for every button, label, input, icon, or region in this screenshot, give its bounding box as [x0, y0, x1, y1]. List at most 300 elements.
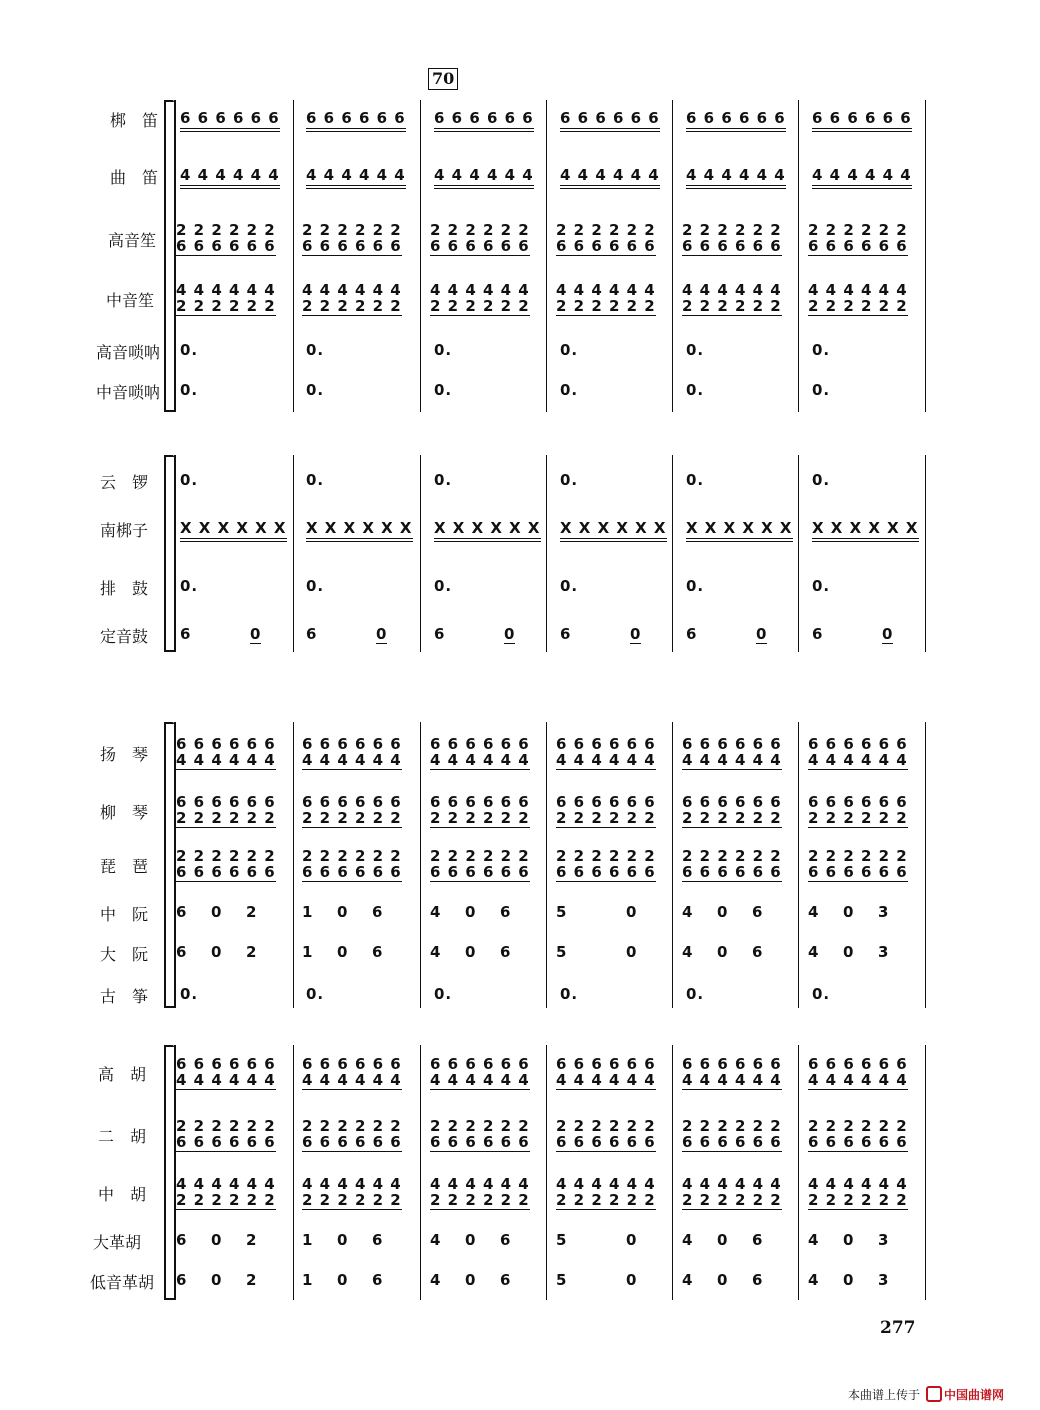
- note-group: 4 4 4 4 4 4: [180, 166, 280, 189]
- note-line: 4 4 4 4 4 4: [808, 1175, 908, 1193]
- measure-cell: [556, 1176, 656, 1210]
- note-line: 2 2 2 2 2 2: [302, 297, 402, 315]
- measure-cell: [808, 1118, 908, 1152]
- measure-cell: [812, 110, 912, 126]
- footer-text: 本曲谱上传于: [848, 1388, 921, 1402]
- instrument-label: 高音笙: [108, 231, 157, 250]
- rest: 0.: [180, 985, 199, 1003]
- instrument-label: 古 筝: [100, 987, 149, 1006]
- measure-cell: 1: [302, 1271, 314, 1289]
- measure-cell: 2: [246, 903, 258, 921]
- measure-cell: [434, 167, 534, 183]
- measure-cell: 5: [556, 1231, 568, 1249]
- measure-cell: 6: [500, 903, 512, 921]
- measure-cell: 1: [302, 1231, 314, 1249]
- rest: 0.: [180, 577, 199, 595]
- note-line: 6 6 6 6 6 6: [556, 1055, 656, 1073]
- instrument-label: 二 胡: [98, 1127, 147, 1146]
- measure-cell: 3: [878, 1231, 890, 1249]
- measure-cell: [302, 282, 402, 316]
- measure-cell: 0: [717, 903, 729, 921]
- rest: 0.: [560, 471, 579, 489]
- note-line: 2 2 2 2 2 2: [682, 221, 782, 239]
- measure-cell: [686, 167, 786, 183]
- measure-cell: [306, 167, 406, 183]
- rest: 0.: [560, 381, 579, 399]
- note-line: 6 6 6 6 6 6: [808, 793, 908, 811]
- measure-cell: [434, 986, 452, 1002]
- measure-cell: 6: [176, 1231, 188, 1249]
- rest: 0.: [686, 381, 705, 399]
- note-line: 6 6 6 6 6 6: [808, 863, 908, 881]
- instrument-label: 中 阮: [100, 905, 149, 924]
- measure-cell: 4: [430, 943, 442, 961]
- barline: [798, 722, 799, 1008]
- note-line: 6 6 6 6 6 6: [430, 237, 530, 255]
- measure-cell: [306, 986, 324, 1002]
- measure-cell: 0: [717, 1231, 729, 1249]
- barline: [925, 455, 926, 652]
- measure-cell: [302, 1176, 402, 1210]
- measure-cell: 0: [337, 943, 349, 961]
- measure-cell: [686, 578, 704, 594]
- barline: [672, 455, 673, 652]
- barline: [420, 1045, 421, 1300]
- measure-cell: 6: [560, 625, 572, 643]
- note-group: 4 4 4 4 4 4: [812, 166, 912, 189]
- footer-site: 中国曲谱网: [944, 1388, 1005, 1402]
- barline: [293, 100, 294, 412]
- instrument-label: 曲 笛: [110, 168, 159, 187]
- note-line: 2 2 2 2 2 2: [682, 809, 782, 827]
- measure-cell: [560, 342, 578, 358]
- measure-cell: 0: [211, 1231, 223, 1249]
- note-line: 4 4 4 4 4 4: [808, 1071, 908, 1089]
- measure-cell: [686, 110, 786, 126]
- note-line: 2 2 2 2 2 2: [430, 809, 530, 827]
- measure-cell: [176, 848, 276, 882]
- measure-cell: 0: [337, 1231, 349, 1249]
- measure-cell: 4: [808, 903, 820, 921]
- measure-cell: 0: [250, 625, 262, 643]
- measure-cell: [560, 520, 667, 536]
- measure-cell: 6: [180, 625, 192, 643]
- instrument-label: 高 胡: [98, 1065, 147, 1084]
- note-line: 4 4 4 4 4 4: [556, 1071, 656, 1089]
- measure-cell: [808, 222, 908, 256]
- rest: 0.: [812, 577, 831, 595]
- note-line: 6 6 6 6 6 6: [556, 735, 656, 753]
- note-line: 2 2 2 2 2 2: [176, 1191, 276, 1209]
- measure-cell: [812, 382, 830, 398]
- measure-cell: [682, 848, 782, 882]
- measure-cell: [434, 342, 452, 358]
- rest: 0.: [560, 577, 579, 595]
- barline: [293, 1045, 294, 1300]
- measure-cell: [302, 1056, 402, 1090]
- measure-cell: 4: [808, 1271, 820, 1289]
- rest: 0.: [686, 985, 705, 1003]
- measure-cell: [682, 282, 782, 316]
- note-line: 2 2 2 2 2 2: [682, 297, 782, 315]
- measure-cell: [682, 1176, 782, 1210]
- measure-cell: 6: [752, 943, 764, 961]
- note-line: 4 4 4 4 4 4: [176, 281, 276, 299]
- note-line: 6 6 6 6 6 6: [430, 1055, 530, 1073]
- note-line: 6 6 6 6 6 6: [176, 735, 276, 753]
- measure-cell: 0: [630, 625, 642, 643]
- note-group: 6 6 6 6 6 6: [560, 109, 660, 132]
- measure-cell: 6: [500, 943, 512, 961]
- measure-cell: 2: [246, 943, 258, 961]
- measure-cell: 0: [465, 943, 477, 961]
- barline: [798, 455, 799, 652]
- measure-cell: [176, 1176, 276, 1210]
- measure-cell: 6: [372, 903, 384, 921]
- note-line: 2 2 2 2 2 2: [808, 1191, 908, 1209]
- measure-cell: 6: [306, 625, 318, 643]
- measure-cell: [180, 110, 280, 126]
- measure-cell: [808, 848, 908, 882]
- system-line: [174, 100, 176, 412]
- rest: 0.: [434, 381, 453, 399]
- instrument-label: 琵 琶: [100, 857, 149, 876]
- measure-cell: 6: [752, 1231, 764, 1249]
- note-group: 4 4 4 4 4 4: [686, 166, 786, 189]
- barline: [546, 1045, 547, 1300]
- measure-cell: 3: [878, 1271, 890, 1289]
- measure-cell: [812, 472, 830, 488]
- note-line: 6 6 6 6 6 6: [556, 1133, 656, 1151]
- rest: 0.: [180, 381, 199, 399]
- measure-cell: 6: [752, 903, 764, 921]
- measure-cell: [560, 986, 578, 1002]
- note-line: 6 6 6 6 6 6: [176, 863, 276, 881]
- measure-cell: [430, 1176, 530, 1210]
- measure-cell: 2: [246, 1231, 258, 1249]
- note-line: 4 4 4 4 4 4: [682, 281, 782, 299]
- measure-cell: 3: [878, 903, 890, 921]
- measure-cell: [682, 1118, 782, 1152]
- note-line: 2 2 2 2 2 2: [176, 809, 276, 827]
- measure-cell: [430, 736, 530, 770]
- note-line: 6 6 6 6 6 6: [808, 1133, 908, 1151]
- measure-cell: [556, 736, 656, 770]
- measure-cell: [686, 472, 704, 488]
- measure-cell: 4: [430, 1231, 442, 1249]
- measure-cell: [560, 472, 578, 488]
- note-line: 6 6 6 6 6 6: [302, 793, 402, 811]
- measure-cell: [812, 342, 830, 358]
- note-line: 2 2 2 2 2 2: [556, 1191, 656, 1209]
- note-group: 6 6 6 6 6 6: [686, 109, 786, 132]
- note-line: 6 6 6 6 6 6: [808, 237, 908, 255]
- note-line: 6 6 6 6 6 6: [682, 735, 782, 753]
- measure-cell: [430, 794, 530, 828]
- measure-cell: [430, 848, 530, 882]
- note-line: 6 6 6 6 6 6: [808, 1055, 908, 1073]
- instrument-label: 大 阮: [100, 945, 149, 964]
- note-group: 6 6 6 6 6 6: [306, 109, 406, 132]
- measure-cell: [176, 282, 276, 316]
- measure-cell: [560, 382, 578, 398]
- note-line: 2 2 2 2 2 2: [176, 847, 276, 865]
- instrument-label: 大革胡: [93, 1233, 142, 1252]
- measure-cell: [302, 222, 402, 256]
- instrument-label: 低音革胡: [90, 1273, 155, 1292]
- measure-cell: [686, 382, 704, 398]
- note-line: 2 2 2 2 2 2: [430, 1191, 530, 1209]
- measure-cell: 6: [176, 903, 188, 921]
- instrument-label: 中 胡: [98, 1185, 147, 1204]
- note-line: 4 4 4 4 4 4: [682, 1071, 782, 1089]
- rest: 0.: [306, 341, 325, 359]
- measure-cell: [556, 222, 656, 256]
- measure-cell: [682, 794, 782, 828]
- note-line: 6 6 6 6 6 6: [176, 1133, 276, 1151]
- note-line: 6 6 6 6 6 6: [682, 1055, 782, 1073]
- measure-cell: [302, 736, 402, 770]
- measure-cell: [808, 794, 908, 828]
- site-logo-icon: [926, 1386, 942, 1402]
- note-line: 4 4 4 4 4 4: [808, 751, 908, 769]
- measure-cell: 1: [302, 903, 314, 921]
- note-line: 2 2 2 2 2 2: [176, 297, 276, 315]
- measure-cell: [306, 382, 324, 398]
- measure-cell: 5: [556, 903, 568, 921]
- measure-cell: 4: [682, 943, 694, 961]
- note-line: 2 2 2 2 2 2: [176, 1117, 276, 1135]
- measure-cell: 2: [246, 1271, 258, 1289]
- measure-cell: [306, 472, 324, 488]
- measure-cell: 0: [465, 1271, 477, 1289]
- note-line: 6 6 6 6 6 6: [176, 237, 276, 255]
- barline: [420, 455, 421, 652]
- rest: 0.: [812, 341, 831, 359]
- note-line: 6 6 6 6 6 6: [176, 1055, 276, 1073]
- barline: [420, 100, 421, 412]
- measure-cell: 0: [843, 943, 855, 961]
- measure-cell: [434, 472, 452, 488]
- measure-cell: [556, 282, 656, 316]
- measure-cell: [180, 578, 198, 594]
- measure-cell: [560, 110, 660, 126]
- instrument-label: 中音唢呐: [96, 383, 161, 402]
- measure-cell: 0: [626, 1231, 638, 1249]
- instrument-label: 柳 琴: [100, 803, 149, 822]
- rest: 0.: [812, 381, 831, 399]
- measure-cell: 0: [337, 1271, 349, 1289]
- instrument-label: 云 锣: [100, 473, 149, 492]
- rhythm-x: X X X X X X: [686, 519, 793, 542]
- instrument-label: 高音唢呐: [96, 343, 161, 362]
- note-line: 4 4 4 4 4 4: [430, 281, 530, 299]
- note-group: 6 6 6 6 6 6: [812, 109, 912, 132]
- note-line: 6 6 6 6 6 6: [302, 735, 402, 753]
- measure-cell: 0: [843, 1231, 855, 1249]
- measure-cell: [430, 1118, 530, 1152]
- measure-cell: 0: [211, 943, 223, 961]
- measure-cell: 0: [717, 1271, 729, 1289]
- note-line: 4 4 4 4 4 4: [556, 281, 656, 299]
- measure-cell: [686, 520, 793, 536]
- rest: 0.: [306, 985, 325, 1003]
- note-line: 2 2 2 2 2 2: [682, 1191, 782, 1209]
- measure-cell: 0: [337, 903, 349, 921]
- note-line: 2 2 2 2 2 2: [302, 847, 402, 865]
- rest: 0.: [180, 471, 199, 489]
- rest: 0.: [306, 577, 325, 595]
- rest: 0.: [686, 341, 705, 359]
- rest: 0.: [306, 381, 325, 399]
- measure-cell: [306, 578, 324, 594]
- measure-cell: 6: [372, 1231, 384, 1249]
- measure-cell: 4: [808, 943, 820, 961]
- measure-cell: 0: [211, 903, 223, 921]
- instrument-label: 扬 琴: [100, 745, 149, 764]
- note-line: 6 6 6 6 6 6: [682, 1133, 782, 1151]
- instrument-label: 定音鼓: [100, 627, 149, 646]
- rest: 0.: [434, 577, 453, 595]
- group-bracket: [164, 1045, 172, 1300]
- rest: 0.: [560, 341, 579, 359]
- measure-cell: [306, 110, 406, 126]
- rhythm-x: X X X X X X: [434, 519, 541, 542]
- measure-cell: 6: [176, 943, 188, 961]
- group-bracket: [164, 455, 172, 652]
- measure-cell: [180, 520, 287, 536]
- barline: [293, 455, 294, 652]
- measure-cell: [176, 794, 276, 828]
- note-line: 2 2 2 2 2 2: [302, 809, 402, 827]
- measure-cell: [682, 736, 782, 770]
- measure-cell: [180, 342, 198, 358]
- measure-cell: 6: [752, 1271, 764, 1289]
- measure-cell: [556, 794, 656, 828]
- rest: 0.: [812, 471, 831, 489]
- rest: 0.: [686, 471, 705, 489]
- measure-cell: [812, 578, 830, 594]
- note-line: 6 6 6 6 6 6: [682, 863, 782, 881]
- measure-cell: [808, 1176, 908, 1210]
- barline: [798, 100, 799, 412]
- measure-cell: 4: [430, 903, 442, 921]
- barline: [672, 1045, 673, 1300]
- measure-cell: [434, 382, 452, 398]
- instrument-label: 梆 笛: [110, 111, 159, 130]
- measure-cell: [812, 520, 919, 536]
- instrument-label: 排 鼓: [100, 579, 149, 598]
- note-line: 2 2 2 2 2 2: [556, 297, 656, 315]
- measure-cell: [176, 1118, 276, 1152]
- measure-cell: [176, 736, 276, 770]
- measure-cell: [560, 578, 578, 594]
- measure-cell: [434, 520, 541, 536]
- measure-cell: 0: [465, 1231, 477, 1249]
- note-group: 6 6 6 6 6 6: [180, 109, 280, 132]
- note-line: 6 6 6 6 6 6: [808, 735, 908, 753]
- measure-cell: [808, 282, 908, 316]
- measure-cell: [556, 848, 656, 882]
- barline: [672, 100, 673, 412]
- measure-cell: 1: [302, 943, 314, 961]
- measure-cell: 0: [756, 625, 768, 643]
- note-line: 2 2 2 2 2 2: [430, 297, 530, 315]
- measure-cell: [180, 382, 198, 398]
- measure-cell: 0: [211, 1271, 223, 1289]
- measure-cell: 0: [843, 1271, 855, 1289]
- measure-cell: [812, 167, 912, 183]
- note-line: 6 6 6 6 6 6: [682, 237, 782, 255]
- note-line: 2 2 2 2 2 2: [808, 809, 908, 827]
- measure-cell: 6: [176, 1271, 188, 1289]
- note-line: 4 4 4 4 4 4: [176, 1071, 276, 1089]
- note-line: 4 4 4 4 4 4: [430, 1175, 530, 1193]
- note-line: 6 6 6 6 6 6: [682, 793, 782, 811]
- barline: [672, 722, 673, 1008]
- measure-cell: 5: [556, 943, 568, 961]
- note-line: 2 2 2 2 2 2: [808, 297, 908, 315]
- barline: [925, 722, 926, 1008]
- measure-cell: 3: [878, 943, 890, 961]
- note-line: 6 6 6 6 6 6: [176, 793, 276, 811]
- measure-cell: [556, 1056, 656, 1090]
- measure-cell: 0: [465, 903, 477, 921]
- rest: 0.: [434, 471, 453, 489]
- rest: 0.: [306, 471, 325, 489]
- rehearsal-mark: 70: [428, 68, 458, 90]
- note-line: 6 6 6 6 6 6: [302, 863, 402, 881]
- note-line: 4 4 4 4 4 4: [302, 281, 402, 299]
- measure-cell: [682, 1056, 782, 1090]
- note-line: 4 4 4 4 4 4: [430, 1071, 530, 1089]
- note-line: 6 6 6 6 6 6: [430, 863, 530, 881]
- note-group: 6 6 6 6 6 6: [434, 109, 534, 132]
- measure-cell: [812, 986, 830, 1002]
- measure-cell: 6: [372, 1271, 384, 1289]
- note-line: 4 4 4 4 4 4: [556, 1175, 656, 1193]
- measure-cell: 4: [682, 1231, 694, 1249]
- barline: [925, 100, 926, 412]
- measure-cell: [430, 222, 530, 256]
- system-line: [174, 455, 176, 652]
- measure-cell: 0: [626, 903, 638, 921]
- note-line: 4 4 4 4 4 4: [302, 751, 402, 769]
- note-group: 4 4 4 4 4 4: [306, 166, 406, 189]
- note-line: 6 6 6 6 6 6: [556, 793, 656, 811]
- note-line: 2 2 2 2 2 2: [430, 1117, 530, 1135]
- measure-cell: [302, 1118, 402, 1152]
- note-line: 2 2 2 2 2 2: [302, 221, 402, 239]
- barline: [420, 722, 421, 1008]
- measure-cell: 0: [376, 625, 388, 643]
- measure-cell: 6: [500, 1271, 512, 1289]
- note-line: 4 4 4 4 4 4: [430, 751, 530, 769]
- note-line: 4 4 4 4 4 4: [808, 281, 908, 299]
- measure-cell: 4: [682, 1271, 694, 1289]
- measure-cell: [556, 1118, 656, 1152]
- measure-cell: [180, 986, 198, 1002]
- measure-cell: [686, 342, 704, 358]
- measure-cell: 4: [430, 1271, 442, 1289]
- note-line: 2 2 2 2 2 2: [682, 1117, 782, 1135]
- measure-cell: 6: [812, 625, 824, 643]
- note-line: 6 6 6 6 6 6: [430, 735, 530, 753]
- note-line: 2 2 2 2 2 2: [430, 847, 530, 865]
- barline: [546, 722, 547, 1008]
- rhythm-x: X X X X X X: [812, 519, 919, 542]
- note-group: 4 4 4 4 4 4: [434, 166, 534, 189]
